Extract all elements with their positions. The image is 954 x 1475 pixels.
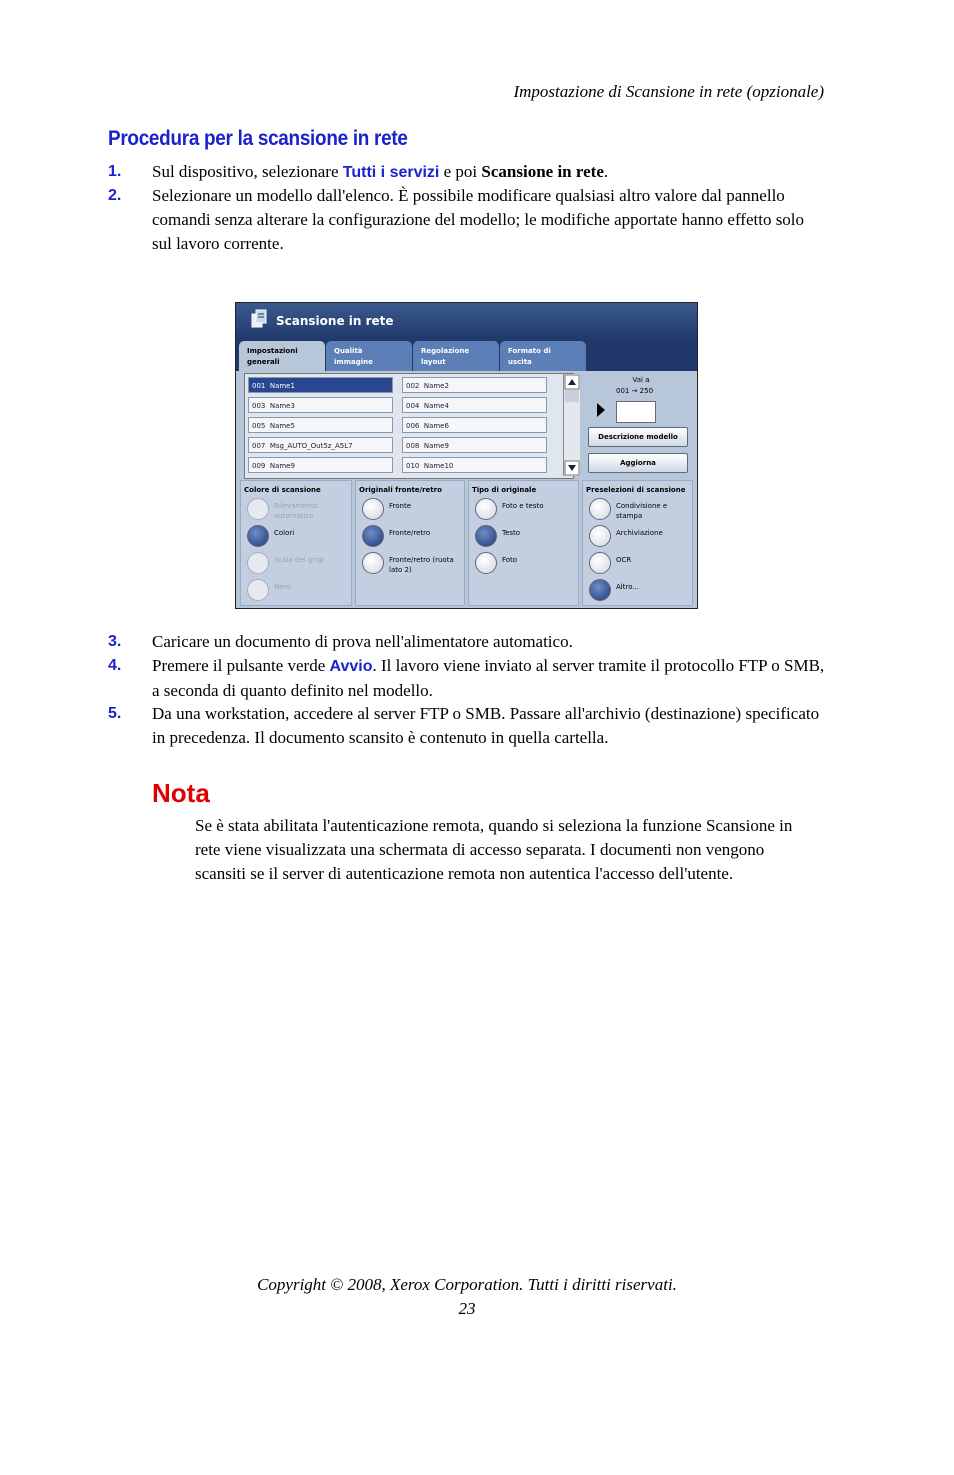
step-text: .	[603, 162, 609, 181]
template-number: 001	[252, 382, 266, 390]
option-label: Fronte/retro (ruota lato 2)	[389, 556, 454, 574]
ui-label-tutti-servizi: Tutti i servizi	[342, 164, 440, 181]
step-3	[108, 630, 828, 654]
group-preselezioni-scansione	[582, 480, 693, 606]
step-number: 2.	[108, 187, 122, 204]
step-5	[108, 702, 828, 750]
radio-icon	[247, 579, 269, 601]
option-label: Nero	[274, 583, 291, 591]
template-name: Name4	[423, 402, 449, 410]
template-name: Name9	[269, 462, 295, 470]
tab-label: uscita	[508, 358, 532, 366]
option-label: Testo	[502, 529, 521, 537]
scroll-arrows-icon	[564, 374, 580, 476]
radio-icon	[247, 498, 269, 520]
option-label: OCR	[616, 556, 632, 564]
radio-icon	[247, 525, 269, 547]
radio-icon	[589, 552, 611, 574]
tab-label: generali	[247, 358, 280, 366]
tab-qualita-immagine[interactable]	[326, 341, 412, 371]
radio-icon	[589, 579, 611, 601]
option-label: Rilevamento automatico	[274, 502, 319, 520]
template-item[interactable]	[248, 377, 393, 393]
template-name: Name2	[423, 382, 449, 390]
template-item[interactable]	[402, 457, 547, 473]
scan-to-network-icon	[250, 309, 268, 329]
option-label: Fronte/retro	[389, 529, 431, 537]
option-label: Fronte	[389, 502, 412, 510]
group-title: Colore di scansione	[244, 486, 321, 494]
template-name: Msg_AUTO_Out5z_A5L7	[269, 442, 353, 450]
template-name: Name10	[423, 462, 454, 470]
template-item[interactable]	[402, 417, 547, 433]
group-colore-scansione	[240, 480, 352, 606]
radio-icon	[475, 525, 497, 547]
footer-copyright: Copyright © 2008, Xerox Corporation. Tutti i diritti riservati.	[257, 1275, 677, 1294]
template-number: 002	[406, 382, 420, 390]
template-number: 009	[252, 462, 266, 470]
screen-tabs	[236, 341, 697, 371]
group-title: Originali fronte/retro	[359, 486, 442, 494]
option-label: Altro...	[616, 583, 640, 591]
goto-range: 001 → 250	[616, 387, 654, 395]
group-title: Preselezioni di scansione	[586, 486, 686, 494]
goto-label: Vai a	[632, 376, 650, 384]
template-item[interactable]	[248, 417, 393, 433]
descrizione-modello-button[interactable]: Descrizione modello	[588, 427, 688, 447]
radio-icon	[475, 552, 497, 574]
radio-icon	[589, 498, 611, 520]
template-item[interactable]	[402, 437, 547, 453]
ui-label-scansione-rete: Scansione in rete	[481, 162, 604, 181]
radio-icon	[247, 552, 269, 574]
tab-label: Regolazione	[421, 347, 470, 355]
option-label: Foto	[502, 556, 518, 564]
ui-label-avvio: Avvio	[329, 658, 373, 675]
template-number: 005	[252, 422, 266, 430]
option-label: Foto e testo	[502, 502, 544, 510]
step-text: Caricare un documento di prova nell'alimentatore automatico.	[152, 632, 573, 651]
tab-formato-uscita[interactable]	[500, 341, 586, 371]
radio-icon	[475, 498, 497, 520]
step-1	[108, 160, 828, 185]
tab-label: Qualità	[334, 347, 363, 355]
step-text: e poi	[439, 162, 482, 181]
template-name: Name6	[423, 422, 449, 430]
template-item[interactable]	[248, 397, 393, 413]
template-number: 008	[406, 442, 420, 450]
template-name: Name3	[269, 402, 295, 410]
step-text: Premere il pulsante verde	[152, 656, 330, 675]
template-scrollbar[interactable]	[563, 374, 580, 476]
step-number: 3.	[108, 633, 122, 650]
step-2	[108, 184, 828, 256]
tab-label: immagine	[334, 358, 373, 366]
radio-icon	[362, 525, 384, 547]
option-label: Colori	[274, 529, 295, 537]
screen-title: Scansione in rete	[276, 314, 394, 328]
group-originali-fronte-retro	[355, 480, 465, 606]
screen-titlebar	[236, 303, 697, 341]
section-title: Procedura per la scansione in rete	[108, 127, 408, 150]
tab-label: Formato di	[508, 347, 551, 355]
step-number: 1.	[108, 163, 122, 180]
template-number: 007	[252, 442, 266, 450]
group-tipo-originale	[468, 480, 579, 606]
option-label: Condivisione e stampa	[616, 502, 668, 520]
template-number: 004	[406, 402, 420, 410]
radio-icon	[362, 498, 384, 520]
template-number: 010	[406, 462, 420, 470]
template-number: 003	[252, 402, 266, 410]
group-title: Tipo di originale	[472, 486, 537, 494]
template-number: 006	[406, 422, 420, 430]
aggiorna-button[interactable]: Aggiorna	[588, 453, 688, 473]
tab-regolazione-layout[interactable]	[413, 341, 499, 371]
arrow-right-icon	[596, 403, 606, 417]
template-item[interactable]	[402, 377, 547, 393]
template-list	[244, 373, 574, 479]
template-item[interactable]	[248, 457, 393, 473]
step-text: Sul dispositivo, selezionare	[152, 162, 343, 181]
step-text: . Il lavoro viene inviato al server tramite il protocollo FTP o SMB, a seconda di quanto definito nel modello.	[152, 656, 825, 700]
option-label: Scala dei grigi	[274, 556, 324, 564]
template-item[interactable]	[402, 397, 547, 413]
note-text: Se è stata abilitata l'autenticazione remota, quando si seleziona la funzione Scansione in rete viene visualizzata una schermata di accesso separata. I documenti non vengono scansiti se il server di autenticazione remota non autentica l'accesso dell'utente.	[195, 816, 793, 883]
step-4	[108, 654, 828, 703]
option-label: Archiviazione	[616, 529, 663, 537]
step-number: 5.	[108, 705, 122, 722]
step-text: Selezionare un modello dall'elenco. È possibile modificare qualsiasi altro valore dal pannello comandi senza alterare la configurazione del modello; le modifiche apportate hanno effetto solo sul lavoro corrente.	[152, 186, 805, 253]
tab-label: layout	[421, 358, 446, 366]
radio-icon	[362, 552, 384, 574]
scan-screen-figure	[235, 302, 698, 609]
page-number: 23	[458, 1299, 476, 1318]
note-title: Nota	[152, 778, 210, 808]
template-item[interactable]	[248, 437, 393, 453]
running-header: Impostazione di Scansione in rete (opzionale)	[513, 82, 824, 101]
step-number: 4.	[108, 657, 122, 674]
radio-icon	[589, 525, 611, 547]
template-name: Name9	[423, 442, 449, 450]
tab-label: Impostazioni	[247, 347, 298, 355]
template-name: Name5	[269, 422, 295, 430]
template-name: Name1	[269, 382, 295, 390]
goto-input[interactable]	[616, 401, 656, 423]
tab-impostazioni-generali[interactable]	[239, 341, 325, 371]
step-text: Da una workstation, accedere al server FTP o SMB. Passare all'archivio (destinazione) specificato in precedenza. Il documento scansito è contenuto in quella cartella.	[152, 704, 820, 747]
